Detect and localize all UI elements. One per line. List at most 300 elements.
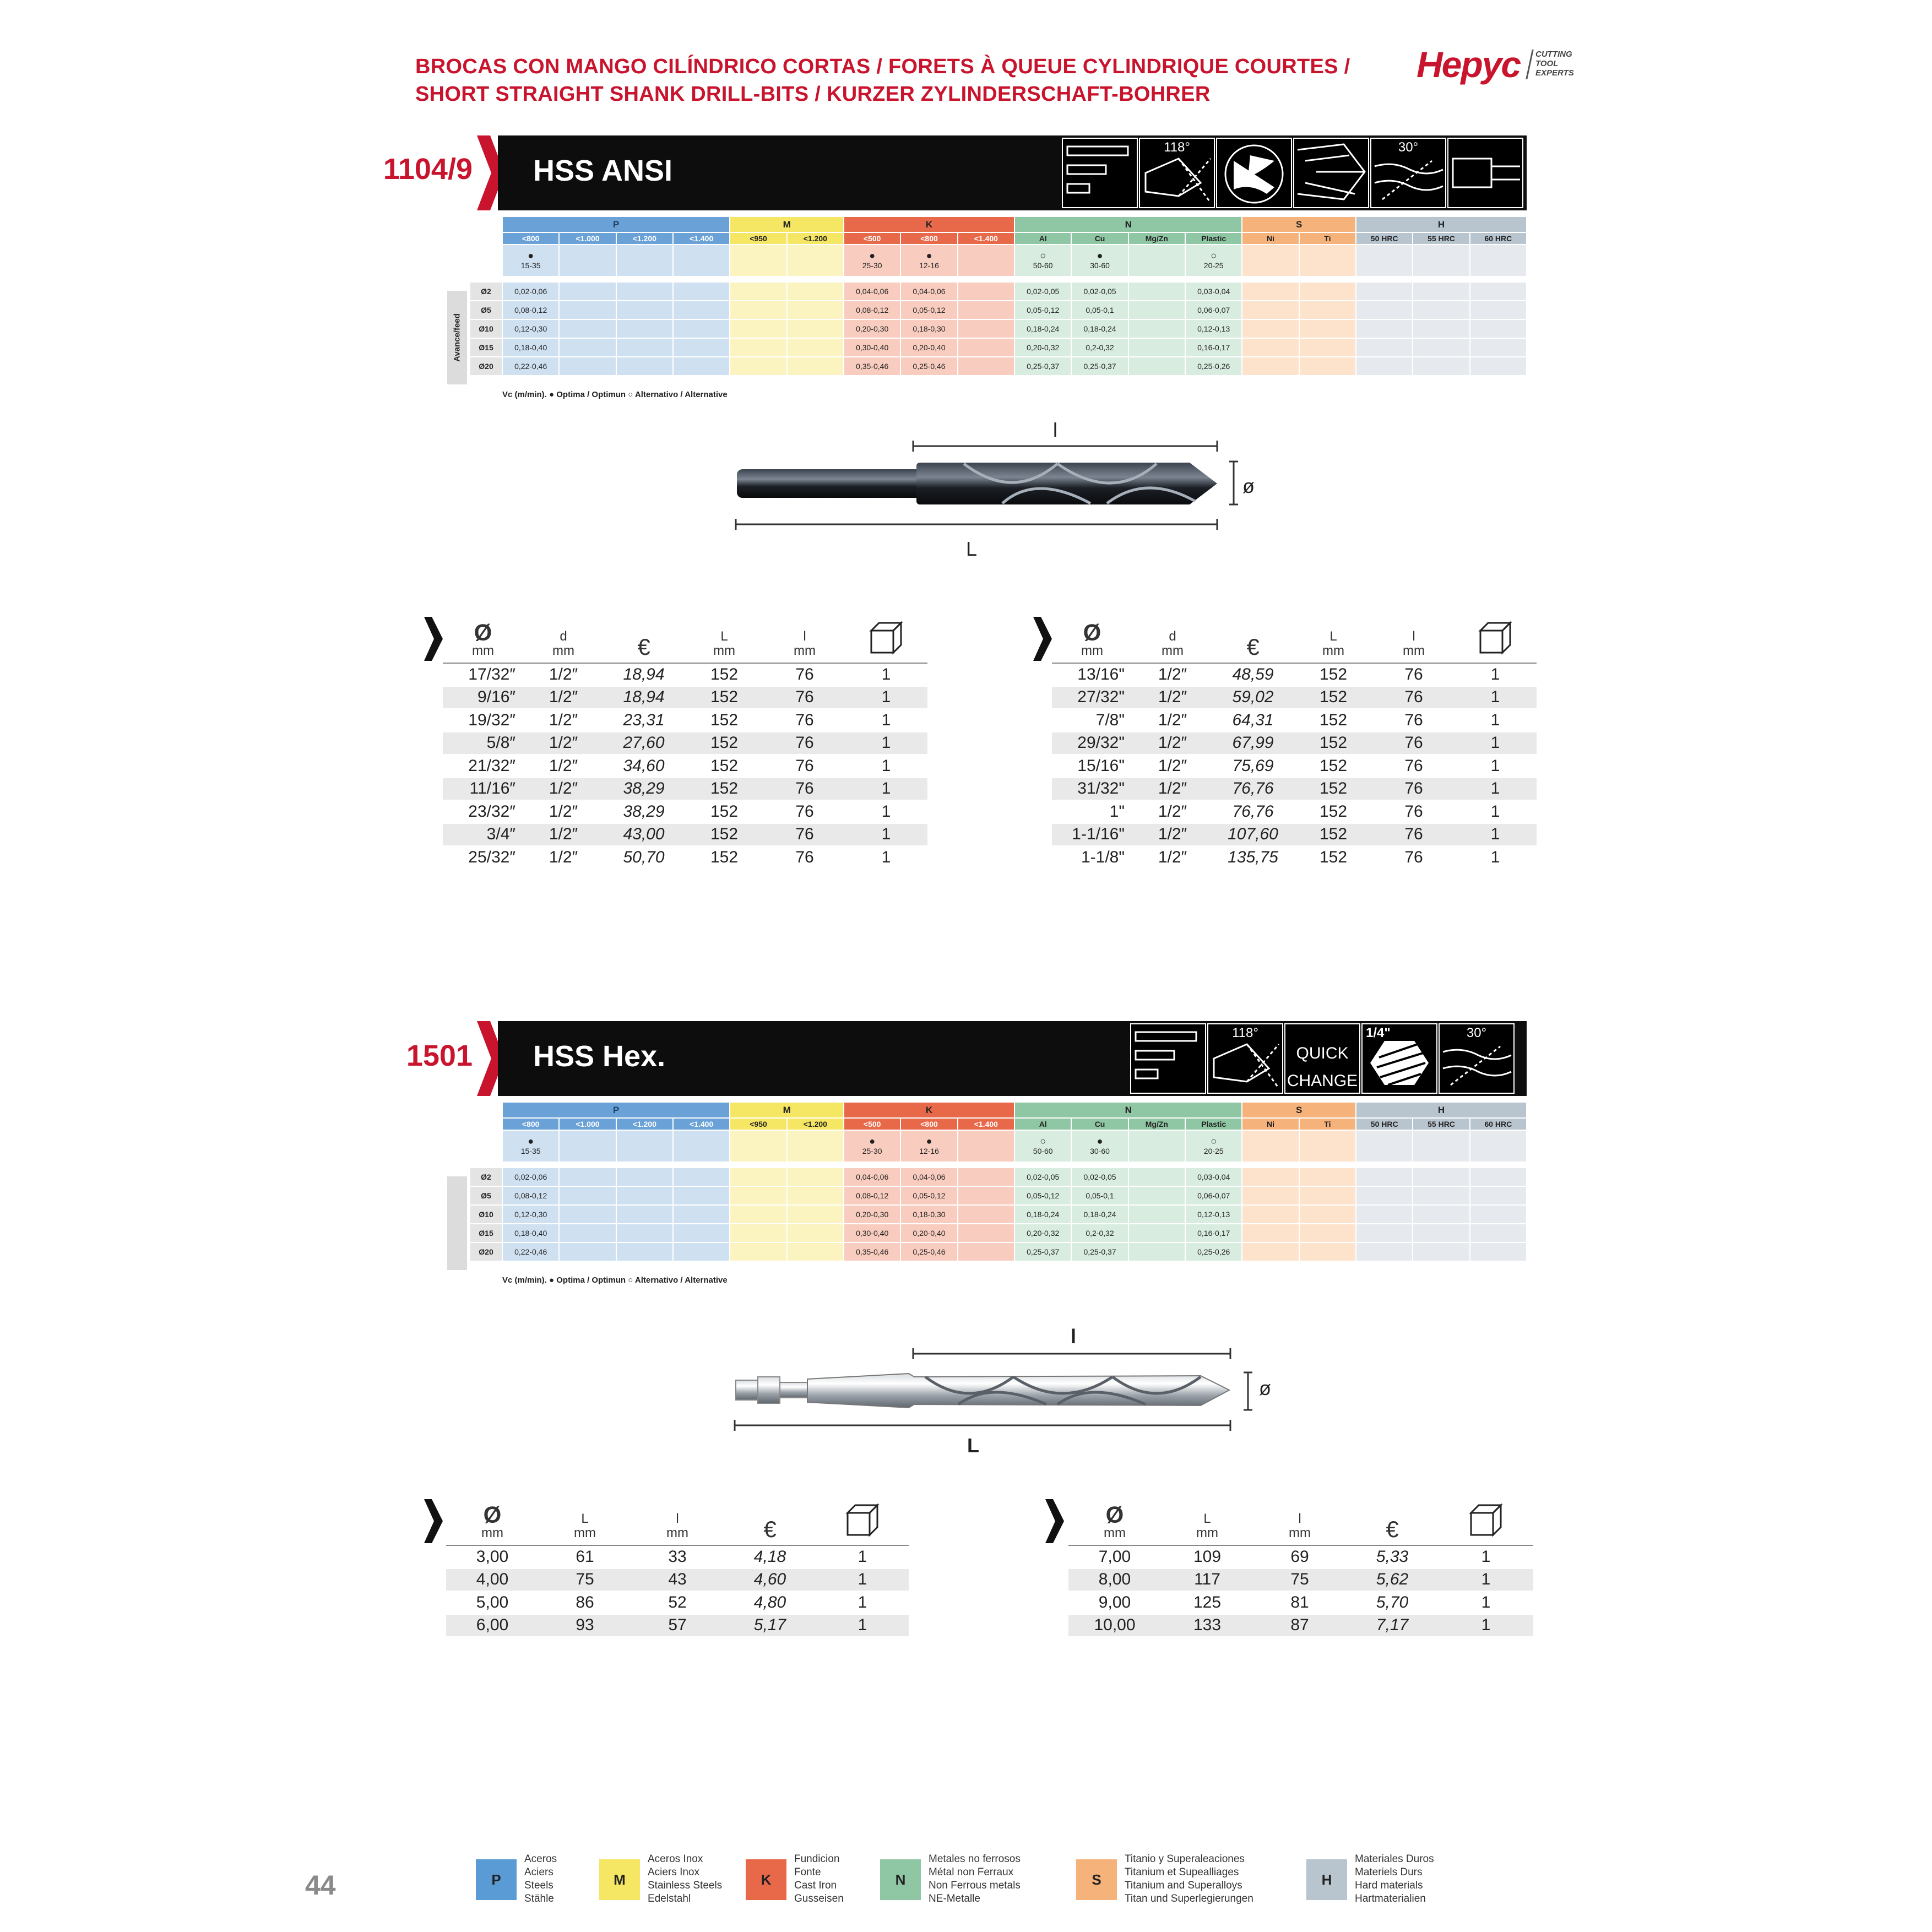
table-cell: 31/32" xyxy=(1052,778,1132,801)
material-group-p: P xyxy=(502,217,730,232)
legend-line: Gusseisen xyxy=(794,1893,844,1904)
feed-value: 0,04-0,06 xyxy=(900,282,957,301)
euro-icon: € xyxy=(1246,634,1260,660)
feed-value xyxy=(787,1186,844,1205)
feed-value xyxy=(1128,319,1185,338)
optimal-dot-icon: ● xyxy=(926,1136,932,1147)
table-row xyxy=(1052,778,1537,801)
feed-value: 0,2-0,32 xyxy=(1071,338,1128,357)
vc-value: 30-60 xyxy=(1090,261,1110,270)
legend-line: Titanium and Superalloys xyxy=(1125,1880,1242,1891)
chevron-right-icon xyxy=(1045,1499,1064,1543)
product-table-header xyxy=(446,1490,909,1545)
table-cell: 1 xyxy=(1439,1614,1533,1637)
unit-label: mm xyxy=(574,1526,596,1540)
feed-value xyxy=(787,1168,844,1186)
feed-row xyxy=(470,1242,1527,1261)
table-cell: 1/2″ xyxy=(523,778,604,801)
table-cell: 1 xyxy=(1454,709,1537,732)
product-code: 1104/9 xyxy=(383,153,473,186)
legend-line: Stainless Steels xyxy=(648,1880,723,1891)
table-row xyxy=(446,1614,909,1637)
feed-value: 0,06-0,07 xyxy=(1185,301,1242,319)
dimension-l-label: l xyxy=(1053,419,1057,441)
feed-value xyxy=(559,1186,616,1205)
table-cell: 81 xyxy=(1253,1591,1346,1614)
feed-value xyxy=(1413,1205,1469,1224)
table-cell: 1 xyxy=(845,709,927,732)
table-cell: 69 xyxy=(1253,1545,1346,1569)
table-cell: 1 xyxy=(845,846,927,869)
vc-cell xyxy=(616,1130,673,1162)
table-cell: 152 xyxy=(684,800,764,823)
material-subgroup: Plastic xyxy=(1185,232,1242,245)
feed-value: 0,05-0,12 xyxy=(1014,1186,1071,1205)
feed-row xyxy=(470,1168,1527,1186)
page-title-line-1: BROCAS CON MANGO CILÍNDRICO CORTAS / FORETS À QUEUE CYLINDRIQUE COURTES / xyxy=(415,55,1350,78)
vc-cell xyxy=(787,1130,844,1162)
legend-line: Fonte xyxy=(794,1866,821,1878)
feed-value xyxy=(1356,1186,1413,1205)
table-row xyxy=(1052,686,1537,709)
feed-value xyxy=(958,1168,1014,1186)
material-subgroup: <1.400 xyxy=(673,1118,730,1130)
feed-value xyxy=(559,282,616,301)
feed-value xyxy=(958,338,1014,357)
feed-value xyxy=(1470,282,1527,301)
vc-cell xyxy=(1128,1130,1185,1162)
feed-row xyxy=(470,282,1527,301)
feed-value xyxy=(1128,1168,1185,1186)
table-cell: 1 xyxy=(845,800,927,823)
feed-value: 0,16-0,17 xyxy=(1185,1224,1242,1242)
feed-value xyxy=(958,357,1014,376)
feed-value xyxy=(1128,1242,1185,1261)
price-cell: 5,62 xyxy=(1346,1569,1439,1592)
helix-angle-label: 30° xyxy=(1398,140,1419,155)
feed-value: 0,02-0,05 xyxy=(1014,1168,1071,1186)
price-cell: 135,75 xyxy=(1213,846,1293,869)
chevron-right-icon xyxy=(1033,617,1052,661)
price-cell: 107,60 xyxy=(1213,823,1293,846)
straight-shank-icon xyxy=(1447,138,1523,208)
material-subgroup: <500 xyxy=(844,232,900,245)
optimal-dot-icon: ● xyxy=(528,250,534,261)
flute-symbol: l xyxy=(803,629,806,644)
feed-value xyxy=(559,1242,616,1261)
table-cell: 152 xyxy=(684,709,764,732)
vc-cell xyxy=(1014,1130,1071,1162)
feed-value: 0,02-0,05 xyxy=(1071,1168,1128,1186)
price-cell: 38,29 xyxy=(604,800,684,823)
legend-line: Steels xyxy=(524,1880,553,1891)
vc-cell xyxy=(844,1130,900,1162)
feed-value: 0,04-0,06 xyxy=(900,1168,957,1186)
feed-value xyxy=(730,357,786,376)
material-group-n: N xyxy=(1014,217,1242,232)
feed-diameter-label: Ø5 xyxy=(470,301,502,319)
material-group-k: K xyxy=(844,217,1014,232)
feed-value xyxy=(1299,1205,1356,1224)
product-table xyxy=(1052,608,1537,870)
legend-line: Hard materials xyxy=(1355,1880,1423,1891)
table-cell: 57 xyxy=(631,1614,724,1637)
blank-cell xyxy=(470,245,502,276)
feed-value xyxy=(958,282,1014,301)
vc-cell xyxy=(1242,1130,1299,1162)
vc-cell xyxy=(1356,245,1413,276)
vc-cell xyxy=(559,245,616,276)
table-cell: 76 xyxy=(1374,709,1454,732)
price-cell: 4,18 xyxy=(724,1545,816,1569)
table-cell: 76 xyxy=(764,846,845,869)
table-cell: 152 xyxy=(684,686,764,709)
table-cell: 1 xyxy=(1439,1545,1533,1569)
feed-value: 0,30-0,40 xyxy=(844,338,900,357)
feed-value xyxy=(673,1205,730,1224)
alternative-circle-icon: ○ xyxy=(1211,250,1217,261)
price-cell: 67,99 xyxy=(1213,732,1293,755)
legend-text xyxy=(524,1853,557,1906)
material-subgroup: Cu xyxy=(1071,232,1128,245)
feed-value: 0,18-0,30 xyxy=(900,1205,957,1224)
col-total-length xyxy=(1161,1490,1253,1545)
vc-value: 25-30 xyxy=(862,1147,882,1155)
table-cell: 1 xyxy=(1439,1569,1533,1592)
feed-value xyxy=(787,301,844,319)
vc-cell xyxy=(730,245,786,276)
feed-value xyxy=(673,1168,730,1186)
table-row xyxy=(446,1569,909,1592)
feed-value: 0,20-0,40 xyxy=(900,1224,957,1242)
table-cell: 1/2″ xyxy=(523,823,604,846)
legend-line: Aciers Inox xyxy=(648,1866,699,1878)
feed-value xyxy=(1356,1224,1413,1242)
vc-value: 12-16 xyxy=(919,261,939,270)
table-cell: 1/2″ xyxy=(1132,663,1213,686)
feed-value xyxy=(673,338,730,357)
feed-value xyxy=(1356,357,1413,376)
table-cell: 1/2″ xyxy=(1132,778,1213,801)
legend-text xyxy=(794,1853,844,1906)
vc-value: 30-60 xyxy=(1090,1147,1110,1155)
logo-tag-line: CUTTING xyxy=(1535,50,1572,59)
feed-value: 0,08-0,12 xyxy=(844,1186,900,1205)
feed-value xyxy=(787,1224,844,1242)
feed-value: 0,02-0,05 xyxy=(1071,282,1128,301)
feed-diameter-label: Ø20 xyxy=(470,357,502,376)
feed-row xyxy=(470,301,1527,319)
feed-value xyxy=(1470,319,1527,338)
table-row xyxy=(446,1591,909,1614)
table-cell: 11/16″ xyxy=(443,778,523,801)
feed-value xyxy=(1242,1168,1299,1186)
vc-cell xyxy=(673,245,730,276)
feed-value xyxy=(616,319,673,338)
page-title xyxy=(415,53,1352,108)
col-flute-length xyxy=(631,1490,724,1545)
feed-side-label xyxy=(447,1176,467,1270)
table-cell: 1 xyxy=(1454,732,1537,755)
vc-cell xyxy=(900,1130,957,1162)
feed-value xyxy=(1128,1205,1185,1224)
diameter-symbol: Ø xyxy=(1083,620,1101,645)
alternative-circle-icon: ○ xyxy=(1040,250,1046,261)
material-subgroup: Ni xyxy=(1242,232,1299,245)
split-point-icon xyxy=(1216,138,1292,208)
feed-value xyxy=(1299,1168,1356,1186)
table-cell: 76 xyxy=(1374,755,1454,778)
feed-value: 0,05-0,1 xyxy=(1071,301,1128,319)
table-cell: 152 xyxy=(684,663,764,686)
dimension-L-label: L xyxy=(966,538,978,560)
table-cell: 76 xyxy=(1374,732,1454,755)
feed-value: 0,25-0,37 xyxy=(1071,1242,1128,1261)
feed-row xyxy=(470,357,1527,376)
product-bar xyxy=(498,135,1527,210)
table-cell: 1/2″ xyxy=(523,732,604,755)
vc-cell xyxy=(958,1130,1014,1162)
feed-value: 0,05-0,12 xyxy=(900,301,957,319)
table-cell: 152 xyxy=(1293,663,1374,686)
vc-cell xyxy=(1014,245,1071,276)
legend-text xyxy=(1355,1853,1434,1906)
material-subgroup: Mg/Zn xyxy=(1128,232,1185,245)
table-cell: 17/32″ xyxy=(443,663,523,686)
feed-value xyxy=(673,1186,730,1205)
product-table xyxy=(1068,1490,1533,1637)
feed-value xyxy=(1470,1168,1527,1186)
vc-cell xyxy=(844,245,900,276)
price-cell: 38,29 xyxy=(604,778,684,801)
feed-value: 0,25-0,26 xyxy=(1185,357,1242,376)
vc-cell xyxy=(1470,245,1527,276)
table-cell: 7/8" xyxy=(1052,709,1132,732)
feed-row xyxy=(470,1186,1527,1205)
table-cell: 1/2″ xyxy=(1132,755,1213,778)
feed-value xyxy=(1470,1205,1527,1224)
product-table-header xyxy=(1052,608,1537,663)
product-table xyxy=(446,1490,909,1637)
col-price xyxy=(1213,608,1293,663)
material-subgroup: 55 HRC xyxy=(1413,1118,1469,1130)
table-cell: 1 xyxy=(1454,846,1537,869)
unit-label: mm xyxy=(1403,643,1425,658)
blank-cell xyxy=(470,217,502,232)
feed-value: 0,25-0,37 xyxy=(1014,1242,1071,1261)
feed-value xyxy=(616,1224,673,1242)
table-cell: 1 xyxy=(1454,800,1537,823)
feed-value: 0,20-0,32 xyxy=(1014,338,1071,357)
feed-value: 0,18-0,24 xyxy=(1014,1205,1071,1224)
table-row xyxy=(1068,1569,1533,1592)
table-cell: 29/32" xyxy=(1052,732,1132,755)
material-subgroup: Ti xyxy=(1299,1118,1356,1130)
product-table-header xyxy=(1068,1490,1533,1545)
legend-line: Hartmaterialien xyxy=(1355,1893,1426,1904)
feed-side-label xyxy=(447,291,467,384)
material-group-row xyxy=(470,1103,1527,1118)
table-cell: 1/2″ xyxy=(1132,709,1213,732)
material-subgroup: <800 xyxy=(900,1118,957,1130)
dimension-diameter-label: ø xyxy=(1242,475,1255,497)
table-row xyxy=(443,823,927,846)
feed-value: 0,18-0,40 xyxy=(502,1224,559,1242)
vc-value: 15-35 xyxy=(520,261,541,270)
table-cell: 52 xyxy=(631,1591,724,1614)
table-cell: 1 xyxy=(1454,823,1537,846)
table-cell: 3,00 xyxy=(446,1545,539,1569)
feed-value xyxy=(787,1242,844,1261)
helix-angle-icon xyxy=(1439,1023,1515,1094)
table-cell: 1/2″ xyxy=(523,709,604,732)
vc-value: 25-30 xyxy=(862,261,882,270)
feed-value xyxy=(1242,1224,1299,1242)
feed-value: 0,06-0,07 xyxy=(1185,1186,1242,1205)
feed-value: 0,18-0,24 xyxy=(1071,319,1128,338)
table-cell: 76 xyxy=(1374,846,1454,869)
product-name: HSS ANSI xyxy=(533,154,673,187)
feed-diameter-label: Ø2 xyxy=(470,282,502,301)
table-cell: 1/2″ xyxy=(523,686,604,709)
vc-cell xyxy=(1356,1130,1413,1162)
table-row xyxy=(443,686,927,709)
vc-cell xyxy=(673,1130,730,1162)
table-cell: 1/2″ xyxy=(523,846,604,869)
feed-value xyxy=(1413,1168,1469,1186)
table-cell: 1 xyxy=(1454,778,1537,801)
feed-value: 0,08-0,12 xyxy=(844,301,900,319)
feed-value xyxy=(1470,357,1527,376)
table-cell: 8,00 xyxy=(1068,1569,1161,1592)
price-cell: 34,60 xyxy=(604,755,684,778)
feed-value xyxy=(1470,301,1527,319)
table-cell: 76 xyxy=(764,823,845,846)
table-cell: 76 xyxy=(1374,663,1454,686)
feed-value: 0,05-0,12 xyxy=(1014,301,1071,319)
table-cell: 152 xyxy=(1293,846,1374,869)
vc-cell xyxy=(1413,245,1469,276)
feed-value xyxy=(616,338,673,357)
vc-cell xyxy=(958,245,1014,276)
optimal-dot-icon: ● xyxy=(869,1136,876,1147)
chevron-right-icon xyxy=(424,1499,443,1543)
feed-value xyxy=(730,1224,786,1242)
feed-diameter-label: Ø5 xyxy=(470,1186,502,1205)
table-cell: 76 xyxy=(764,778,845,801)
vc-value: 12-16 xyxy=(919,1147,939,1155)
feed-value: 0,04-0,06 xyxy=(844,1168,900,1186)
legend-line: Titanium et Supealliages xyxy=(1125,1866,1239,1878)
feed-value xyxy=(958,1205,1014,1224)
vc-cell xyxy=(787,245,844,276)
price-cell: 5,33 xyxy=(1346,1545,1439,1569)
spacer-row xyxy=(470,1162,1527,1168)
legend-line: Titan und Superlegierungen xyxy=(1125,1893,1253,1904)
feed-value: 0,03-0,04 xyxy=(1185,282,1242,301)
legend-line: Titanio y Superaleaciones xyxy=(1125,1853,1245,1865)
legend-line: Aceros xyxy=(524,1853,557,1865)
table-cell: 1/2″ xyxy=(523,755,604,778)
table-cell: 125 xyxy=(1161,1591,1253,1614)
table-row xyxy=(443,778,927,801)
feed-value xyxy=(559,338,616,357)
col-pack xyxy=(816,1490,909,1545)
feed-value: 0,35-0,46 xyxy=(844,357,900,376)
euro-icon: € xyxy=(763,1516,777,1542)
feed-value xyxy=(1413,319,1469,338)
feed-value xyxy=(730,1242,786,1261)
table-row xyxy=(1052,800,1537,823)
feed-value: 0,18-0,24 xyxy=(1014,319,1071,338)
unit-label: mm xyxy=(1162,643,1184,658)
table-cell: 1 xyxy=(1454,755,1537,778)
feed-value: 0,22-0,46 xyxy=(502,357,559,376)
table-cell: 1/2″ xyxy=(523,800,604,823)
material-subgroup: <1.200 xyxy=(616,232,673,245)
table-cell: 13/16" xyxy=(1052,663,1132,686)
table-cell: 27/32" xyxy=(1052,686,1132,709)
vc-note: Vc (m/min). ● Optima / Optimun ○ Alternativo / Alternative xyxy=(502,1276,728,1285)
feed-value xyxy=(1299,1224,1356,1242)
length-symbol: L xyxy=(581,1511,589,1526)
drill-length-icon xyxy=(1130,1023,1206,1094)
material-subgroup: Ni xyxy=(1242,1118,1299,1130)
alternative-circle-icon: ○ xyxy=(1211,1136,1217,1147)
logo-separator xyxy=(1526,50,1533,79)
table-row xyxy=(443,709,927,732)
table-row xyxy=(443,800,927,823)
feed-value: 0,25-0,26 xyxy=(1185,1242,1242,1261)
legend-line: Metales no ferrosos xyxy=(929,1853,1021,1865)
material-sub-row xyxy=(470,1118,1527,1130)
feed-value xyxy=(1299,1242,1356,1261)
price-cell: 18,94 xyxy=(604,663,684,686)
logo-tagline xyxy=(1535,50,1574,78)
product-table-header xyxy=(443,608,927,663)
feed-value: 0,12-0,13 xyxy=(1185,319,1242,338)
table-cell: 76 xyxy=(764,755,845,778)
col-flute-length xyxy=(764,608,845,663)
table-cell: 152 xyxy=(1293,755,1374,778)
quick-label: QUICK xyxy=(1296,1044,1349,1062)
material-group-h: H xyxy=(1356,1103,1527,1118)
feed-value xyxy=(1128,301,1185,319)
feed-value xyxy=(559,319,616,338)
feed-value xyxy=(616,1205,673,1224)
price-cell: 75,69 xyxy=(1213,755,1293,778)
shank-symbol: d xyxy=(1169,629,1176,644)
material-subgroup: <1.400 xyxy=(958,1118,1014,1130)
col-price xyxy=(1346,1490,1439,1545)
feed-value xyxy=(1356,1242,1413,1261)
vc-note: Vc (m/min). ● Optima / Optimun ○ Alternativo / Alternative xyxy=(502,390,728,399)
table-cell: 1 xyxy=(816,1569,909,1592)
material-sub-row xyxy=(470,232,1527,245)
optimal-dot-icon: ● xyxy=(1097,250,1103,261)
feed-value xyxy=(1299,1186,1356,1205)
feed-value xyxy=(1413,301,1469,319)
feed-diameter-label: Ø10 xyxy=(470,1205,502,1224)
dimension-diameter-label: ø xyxy=(1259,1377,1271,1399)
hex-shank-icon xyxy=(1361,1023,1437,1094)
table-cell: 33 xyxy=(631,1545,724,1569)
table-row xyxy=(1052,846,1537,869)
feed-value xyxy=(1356,1205,1413,1224)
spacer-row xyxy=(470,276,1527,282)
feed-value xyxy=(1413,1224,1469,1242)
table-cell: 152 xyxy=(1293,800,1374,823)
